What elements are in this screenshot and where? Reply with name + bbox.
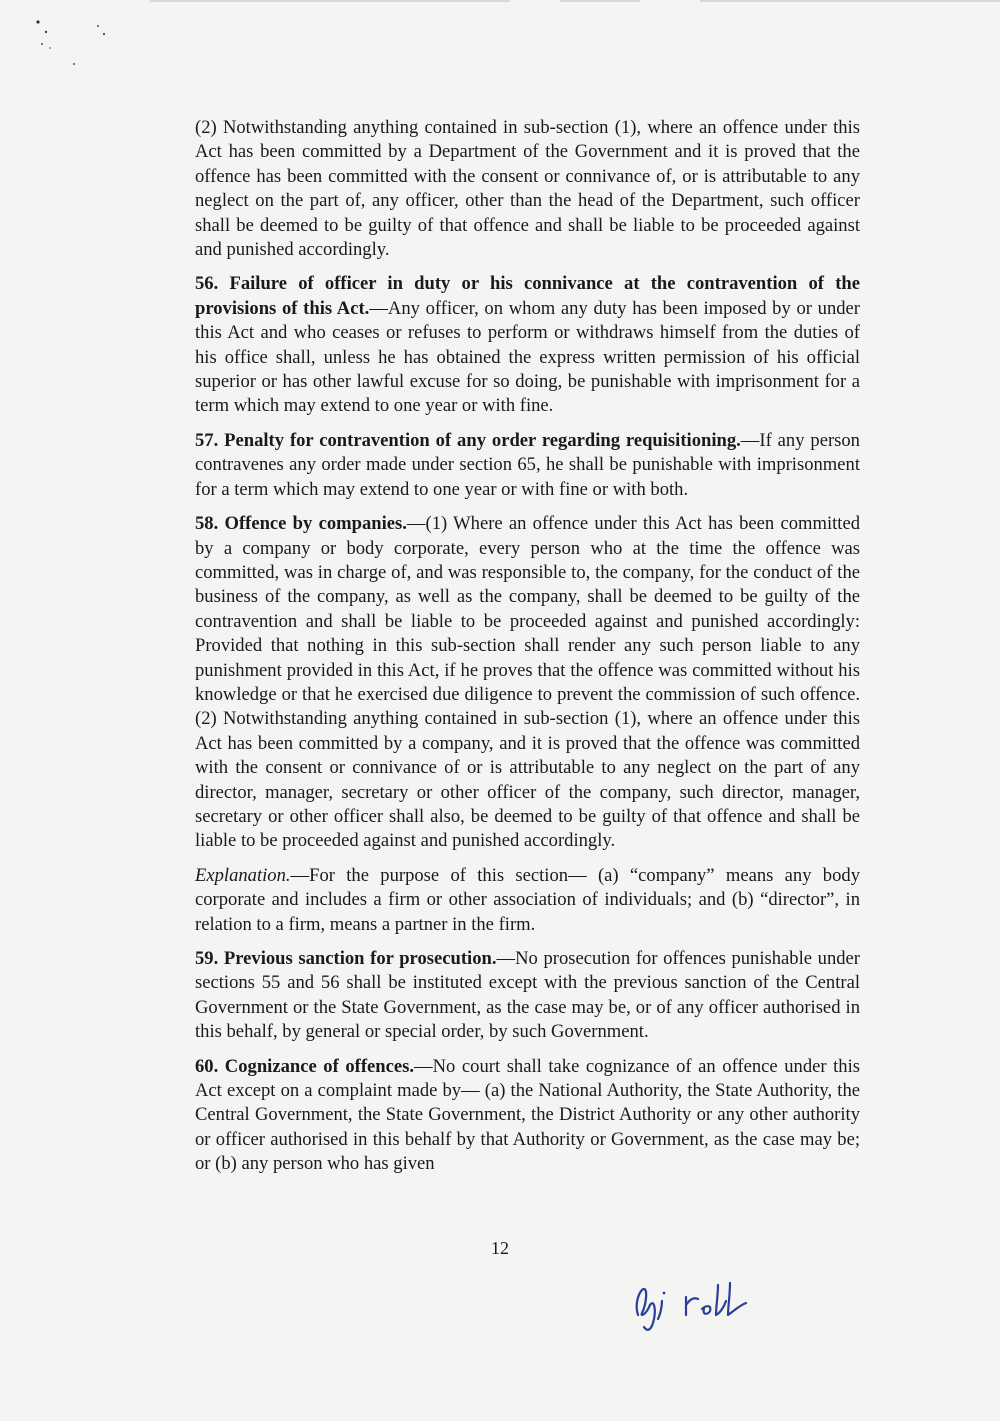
scan-specks bbox=[30, 14, 120, 74]
section-60 bbox=[195, 1055, 860, 1177]
section-heading: 57. Penalty for contravention of any order regarding requisitioning. bbox=[195, 429, 741, 451]
document-body bbox=[195, 116, 860, 1187]
scan-edge-line bbox=[560, 0, 640, 2]
section-57 bbox=[195, 429, 860, 502]
paragraph-text: —(1) Where an offence under this Act has been committed by a company or body corporate, every person who at the time the offence was committed, was in charge of, and was responsible to, the company, for the conduct of the business of the company, as well as the company, shall be deemed to be guilty of the contravention and shall be liable to be proceeded against and punished accordingly: Provided that nothing in this sub-section shall render any such person liable to any punishment provided in this Act, if he proves that the offence was committed without his knowledge or that he exercised due diligence to prevent the commission of such offence. (2) Notwithstanding anything contained in sub-section (1), where an offence under this Act has been committed by a company, and it is proved that the offence was committed with the consent or connivance of or is attributable to any neglect on the part of any director, manager, secretary or other officer of the company, such director, manager, secretary or other officer shall also, be deemed to be guilty of that offence and shall be liable to be proceeded against and punished accordingly. bbox=[195, 513, 861, 852]
section-56 bbox=[195, 272, 860, 418]
page-number: 12 bbox=[491, 1238, 509, 1258]
paragraph-text: —No court shall take cognizance of an offence under this Act except on a complaint made by— (a) the National Authority, the State Authority, the Central Government, the State Government, the District Authority or any other authority or officer authorised in this behalf by that Authority or Government, as the case may be; or (b) any person who has given bbox=[195, 1055, 861, 1175]
paragraph-text: —If any person contravenes any order made under section 65, he shall be punishable with imprisonment for a term which may extend to one year or with fine or with both. bbox=[195, 429, 860, 500]
paragraph-text: —No prosecution for offences punishable under sections 55 and 56 shall be instituted except with the previous sanction of the Central Government or the State Government, as the case may be, or of any officer authorised in this behalf, by general or special order, by such Government. bbox=[195, 948, 860, 1043]
explanation-label: Explanation. bbox=[195, 864, 291, 886]
section-55-2 bbox=[195, 116, 860, 262]
paragraph-text: —Any officer, on whom any duty has been imposed by or under this Act and who ceases or refuses to perform or withdraws himself from the duties of his office shall, unless he has obtained the express written permission of his official superior or has other lawful excuse for so doing, be punishable with imprisonment for a term which may extend to one year or with fine. bbox=[195, 297, 860, 417]
section-heading: 58. Offence by companies. bbox=[195, 513, 407, 535]
section-58-explanation bbox=[195, 864, 860, 937]
paragraph-text: (2) Notwithstanding anything contained in sub-section (1), where an offence under this Act has been committed by a Department of the Government and it is proved that the offence has been committed with the consent or connivance of, or is attributable to any neglect on the part of, any officer, other than the head of the Department, such officer shall be deemed to be guilty of that offence and shall be liable to be proceeded against and punished accordingly. bbox=[195, 117, 860, 261]
explanation-text: —For the purpose of this section— (a) “company” means any body corporate and includes a firm or other association of individuals; and (b) “director”, in relation to a firm, means a partner in the firm. bbox=[195, 864, 860, 935]
section-heading: 60. Cognizance of offences. bbox=[195, 1055, 415, 1077]
section-59 bbox=[195, 947, 860, 1045]
handwritten-signature bbox=[628, 1275, 768, 1335]
section-heading: 59. Previous sanction for prosecution. bbox=[195, 948, 497, 969]
section-heading: 56. Failure of officer in duty or his connivance at the contravention of the provisions of this Act. bbox=[195, 273, 860, 319]
section-58 bbox=[195, 512, 860, 854]
scan-edge-line bbox=[700, 0, 1000, 2]
scan-edge-line bbox=[150, 0, 510, 2]
